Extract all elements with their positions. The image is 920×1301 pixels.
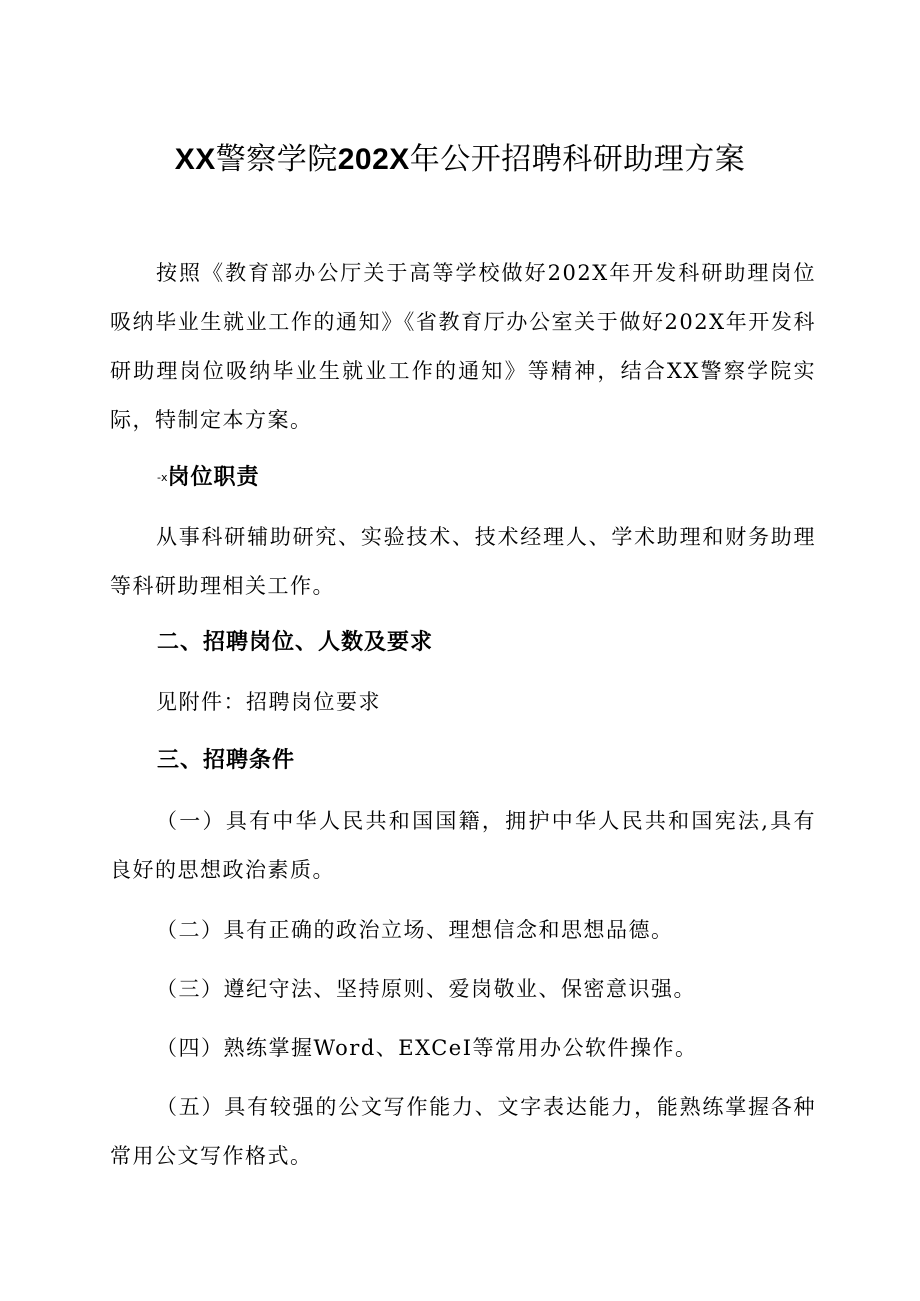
title-part-xx: XX xyxy=(174,143,216,176)
section-1-body: 从事科研辅助研究、实验技术、技术经理人、学术助理和财务助理等科研助理相关工作。 xyxy=(110,525,816,598)
condition-item: （一）具有中华人民共和国国籍，拥护中华人民共和国宪法,具有良好的思想政治素质。 xyxy=(110,809,816,882)
section-1-title: 岗位职责 xyxy=(167,465,260,490)
condition-item: （四）熟练掌握Word、EXCeI等常用办公软件操作。 xyxy=(156,1036,698,1060)
condition-item: （三）遵纪守法、坚持原则、爱岗敬业、保密意识强。 xyxy=(156,977,696,1001)
condition-item: （二）具有正确的政治立场、理想信念和思想品德。 xyxy=(156,918,674,942)
section-1-heading xyxy=(157,458,260,498)
section-3-heading: 三、招聘条件 xyxy=(157,748,296,773)
title-part-subject: 年公开招聘科研助理方案 xyxy=(409,142,746,177)
document-title xyxy=(0,136,920,184)
title-part-year: 202X xyxy=(337,143,410,176)
section-2-heading: 二、招聘岗位、人数及要求 xyxy=(157,630,434,655)
section-2-body: 见附件：招聘岗位要求 xyxy=(156,690,381,714)
intro-paragraph: 按照《教育部办公厅关于高等学校做好202X年开发科研助理岗位吸纳毕业生就业工作的通知》《省教育厅办公室关于做好202X年开发科研助理岗位吸纳毕业生就业工作的通知》等精神，结合XX警察学院实际，特制定本方案。 xyxy=(110,261,816,432)
title-part-institution: 警察学院 xyxy=(215,142,338,177)
section-1-prefix: -x xyxy=(157,471,168,484)
condition-item: （五）具有较强的公文写作能力、文字表达能力，能熟练掌握各种常用公文写作格式。 xyxy=(110,1095,816,1168)
